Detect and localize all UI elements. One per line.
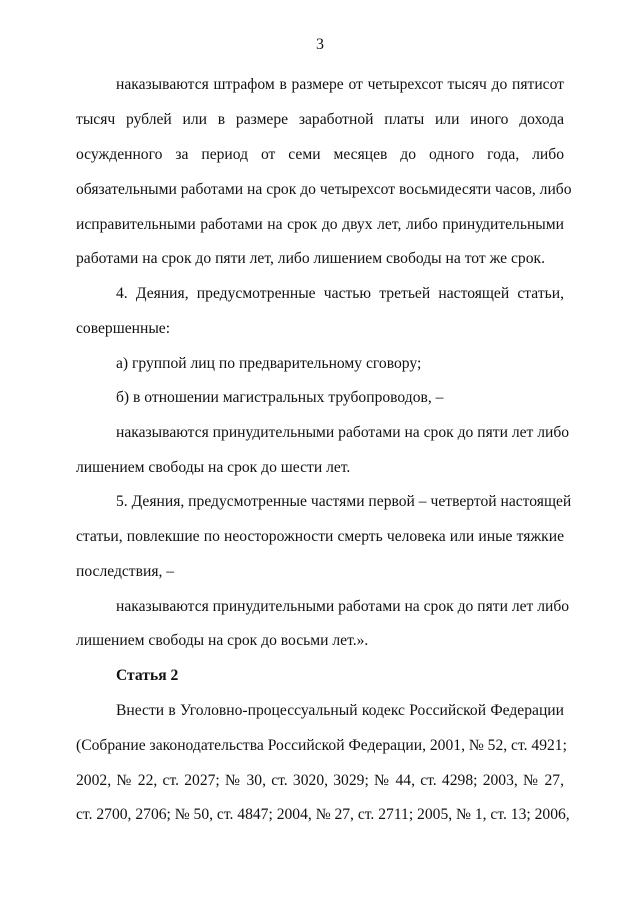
text-line: исправительными работами на срок до двух лет, либо принудительными <box>76 216 564 233</box>
text-line: Внести в Уголовно-процессуальный кодекс Российской Федерации <box>116 702 564 719</box>
text-line: ст. 2700, 2706; № 50, ст. 4847; 2004, № 27, ст. 2711; 2005, № 1, ст. 13; 2006, <box>76 806 570 823</box>
text-line: лишением свободы на срок до восьми лет.». <box>76 632 369 649</box>
text-line: совершенные: <box>76 320 171 337</box>
text-line: последствия, – <box>76 563 175 580</box>
text-line: тысяч рублей или в размере заработной платы или иного дохода <box>76 111 564 128</box>
article-heading: Статья 2 <box>116 667 179 684</box>
text-line: (Собрание законодательства Российской Федерации, 2001, № 52, ст. 4921; <box>76 737 567 754</box>
text-line: осужденного за период от семи месяцев до одного года, либо <box>76 146 564 163</box>
text-line: 2002, № 22, ст. 2027; № 30, ст. 3020, 3029; № 44, ст. 4298; 2003, № 27, <box>76 772 564 789</box>
text-line: статьи, повлекшие по неосторожности смерть человека или иные тяжкие <box>76 528 564 545</box>
text-line: работами на срок до пяти лет, либо лишением свободы на тот же срок. <box>76 250 545 267</box>
text-line: 5. Деяния, предусмотренные частями первой – четвертой настоящей <box>116 493 572 510</box>
text-line: наказываются штрафом в размере от четырехсот тысяч до пятисот <box>116 76 564 93</box>
text-line: б) в отношении магистральных трубопроводов, – <box>116 389 444 406</box>
page-number: 3 <box>316 36 324 53</box>
text-line: обязательными работами на срок до четырехсот восьмидесяти часов, либо <box>76 181 572 198</box>
text-line: лишением свободы на срок до шести лет. <box>76 459 351 476</box>
text-line: наказываются принудительными работами на срок до пяти лет либо <box>116 424 570 441</box>
text-line: а) группой лиц по предварительному сговору; <box>116 355 422 372</box>
text-line: 4. Деяния, предусмотренные частью третьей настоящей статьи, <box>116 285 564 302</box>
text-line: наказываются принудительными работами на срок до пяти лет либо <box>116 598 570 615</box>
